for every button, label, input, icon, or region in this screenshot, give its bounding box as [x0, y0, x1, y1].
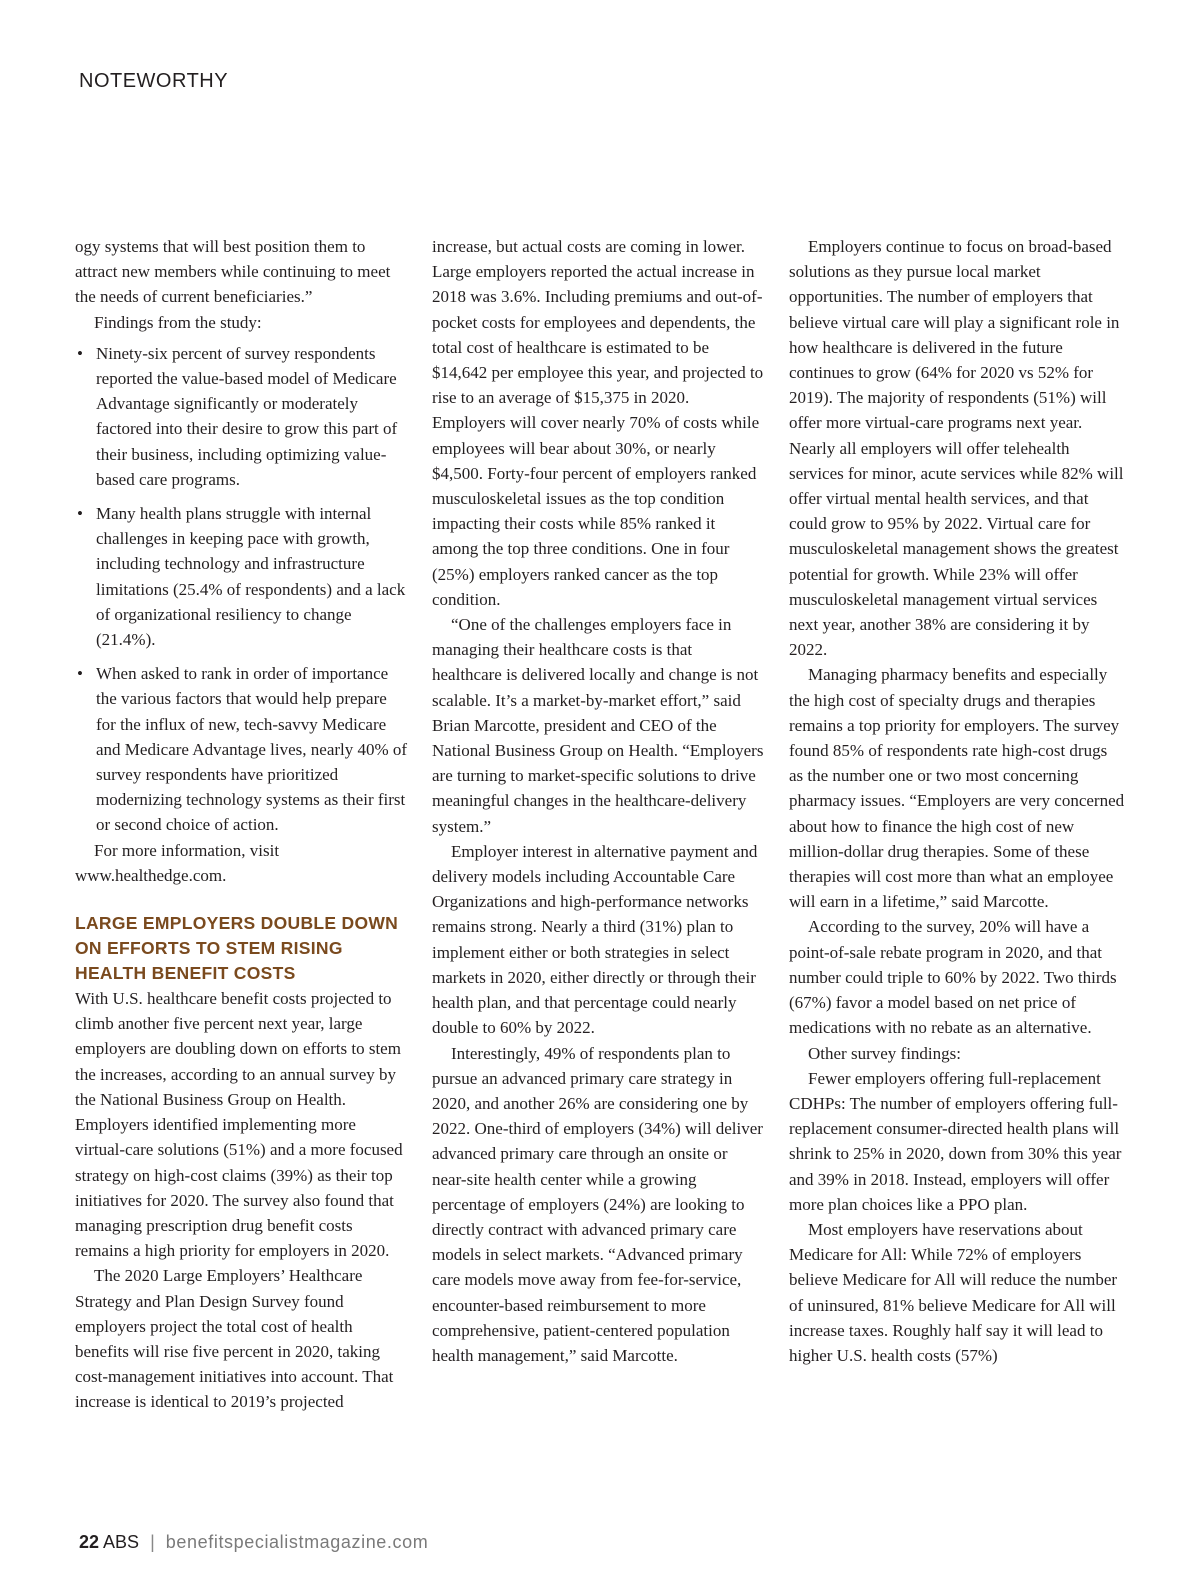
paragraph: increase, but actual costs are coming in lower. Large employers reported the actual increase in 2018 was 3.6%. Including premiums and out-of-pocket costs for employees and dependents, the total cost of healthcare is estimated to be $14,642 per employee this year, and projected to rise to an average of $15,375 in 2020. Employers will cover nearly 70% of costs while employees will bear about 30%, or nearly $4,500. Forty-four percent of employers ranked musculoskeletal issues as the top condition impacting their costs while 85% ranked it among the top three conditions. One in four (25%) employers ranked cancer as the top condition.: [432, 237, 764, 609]
paragraph: ogy systems that will best position them to attract new members while continuing to meet the needs of current beneficiaries.”: [75, 237, 391, 307]
paragraph: According to the survey, 20% will have a point-of-sale rebate program in 2020, and that number could triple to 60% by 2022. Two thirds (67%) favor a model based on net price of medications with no rebate as an alternative.: [789, 917, 1117, 1038]
article-column-2: [432, 234, 764, 1368]
article-column-1: [75, 234, 410, 1415]
paragraph: Managing pharmacy benefits and especially the high cost of specialty drugs and therapies remains a top priority for employers. The survey found 85% of respondents rate high-cost drugs as the number one or two most concerning pharmacy issues. “Employers are very concerned about how to finance the high cost of new million-dollar drug therapies. Some of these therapies will cost more than what an employee will earn in a lifetime,” said Marcotte.: [789, 665, 1125, 912]
paragraph: For more information, visit www.healthedge.com.: [75, 840, 280, 885]
paragraph: Other survey findings:: [808, 1043, 961, 1063]
list-item: • When asked to rank in order of importance the various factors that would help prepare for the influx of new, tech-savvy Medicare and Medicare Advantage lives, nearly 40% of survey respondents have prioritized modernizing technology systems as their first or second choice of action.: [75, 661, 410, 837]
findings-list: [75, 341, 410, 838]
page-number: 22: [79, 1532, 100, 1552]
paragraph: The 2020 Large Employers’ Healthcare Strategy and Plan Design Survey found employers project the total cost of health benefits will rise five percent in 2020, taking cost-management initiatives into account. That increase is identical to 2019’s projected: [75, 1266, 394, 1412]
paragraph: Fewer employers offering full-replacement CDHPs: The number of employers offering full-replacement consumer-directed health plans will shrink to 25% in 2020, down from 30% this year and 39% in 2018. Instead, employers will offer more plan choices like a PPO plan.: [789, 1068, 1122, 1214]
paragraph: Interestingly, 49% of respondents plan to pursue an advanced primary care strategy in 2020, and another 26% are considering one by 2022. One-third of employers (34%) will deliver advanced primary care through an onsite or near-site health center while a growing percentage of employers (24%) are looking to directly contract with advanced primary care models in select markets. “Advanced primary care models move away from fee-for-service, encounter-based reimbursement to more comprehensive, patient-centered population health management,” said Marcotte.: [432, 1043, 763, 1365]
paragraph: Most employers have reservations about Medicare for All: While 72% of employers believe Medicare for All will reduce the number of uninsured, 81% believe Medicare for All will increase taxes. Roughly half say it will lead to higher U.S. health costs (57%): [789, 1219, 1118, 1365]
footer-separator: |: [150, 1532, 155, 1552]
paragraph: Employer interest in alternative payment and delivery models including Accountable Care Organizations and high-performance networks remains strong. Nearly a third (31%) plan to implement either or both strategies in select markets in 2020, either directly or through their health plan, and that percentage could nearly double to 60% by 2022.: [432, 841, 758, 1038]
article-column-3: [789, 234, 1125, 1368]
paragraph: Findings from the study:: [94, 312, 262, 332]
publication-name: ABS: [103, 1532, 140, 1552]
list-item: • Many health plans struggle with internal challenges in keeping pace with growth, including technology and infrastructure limitations (25.4% of respondents) and a lack of organizational resiliency to change (21.4%).: [75, 501, 410, 652]
list-item: • Ninety-six percent of survey respondents reported the value-based model of Medicare Advantage significantly or moderately factored into their desire to grow this part of their business, including optimizing value-based care programs.: [75, 341, 410, 492]
paragraph: With U.S. healthcare benefit costs projected to climb another five percent next year, large employers are doubling down on efforts to stem the increases, according to an annual survey by the National Business Group on Health. Employers identified implementing more virtual-care solutions (51%) and a more focused strategy on high-cost claims (39%) as their top initiatives for 2020. The survey also found that managing prescription drug benefit costs remains a high priority for employers in 2020.: [75, 989, 403, 1261]
article-headline: LARGE EMPLOYERS DOUBLE DOWN ON EFFORTS TO STEM RISING HEALTH BENEFIT COSTS: [75, 913, 399, 984]
paragraph: “One of the challenges employers face in managing their healthcare costs is that healthcare is delivered locally and change is not scalable. It’s a market-by-market effort,” said Brian Marcotte, president and CEO of the National Business Group on Health. “Employers are turning to market-specific solutions to drive meaningful changes in the healthcare-delivery system.”: [432, 615, 764, 836]
paragraph: Employers continue to focus on broad-based solutions as they pursue local market opportunities. The number of employers that believe virtual care will play a significant role in how healthcare is delivered in the future continues to grow (64% for 2020 vs 52% for 2019). The majority of respondents (51%) will offer more virtual-care programs next year. Nearly all employers will offer telehealth services for minor, acute services while 82% will offer virtual mental health services, and that could grow to 95% by 2022. Virtual care for musculoskeletal management shows the greatest potential for growth. While 23% will offer musculoskeletal management virtual services next year, another 38% are considering it by 2022.: [789, 237, 1124, 660]
section-label: NOTEWORTHY: [79, 70, 229, 92]
website-link[interactable]: benefitspecialistmagazine.com: [165, 1532, 429, 1552]
page-footer: [79, 1532, 428, 1553]
